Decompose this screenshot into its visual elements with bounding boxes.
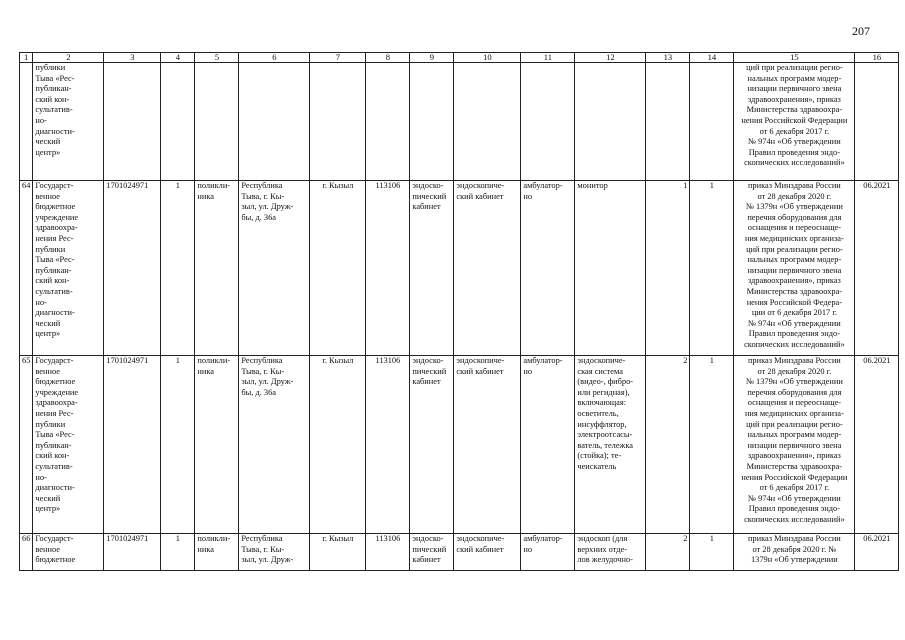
cell-col4: 1 (161, 181, 195, 356)
page-number: 207 (852, 24, 870, 38)
col-header: 8 (366, 53, 410, 63)
cell-care-form: амбулатор- но (521, 356, 575, 534)
cell-unit-type: поликли- ника (195, 181, 239, 356)
col-header: 1 (20, 53, 33, 63)
col-header: 16 (855, 53, 899, 63)
col-header: 9 (410, 53, 454, 63)
cell-care-form: амбулатор- но (521, 181, 575, 356)
table-row (20, 181, 899, 356)
cell-city: г. Кызыл (310, 534, 366, 571)
cell-col13: 1 (646, 181, 690, 356)
col-header: 12 (575, 53, 646, 63)
cell-inn: 1701024971 (104, 181, 161, 356)
cell-col4 (161, 63, 195, 181)
col-header: 11 (521, 53, 575, 63)
cell-equipment: эндоскопиче- ская система (видео-, фибро- или регидная), включающая: осветитель, инсуффлятор, электроотсасы- ватель, тележка (стойка); те- чеискатель (575, 356, 646, 534)
cell-equipment (575, 63, 646, 181)
cell-address: Республика Тыва, г. Кы- зыл, ул. Друж- бы, д. 36а (239, 181, 310, 356)
cell-care-form: амбулатор- но (521, 534, 575, 571)
cell-institution: Государст- венное бюджетное учреждение здравоохра- нения Рес- публики Тыва «Рес- публикан- ский кон- сультатив- но- диагности- ческий центр» (33, 181, 104, 356)
cell-institution: Государст- венное бюджетное учреждение здравоохра- нения Рес- публики Тыва «Рес- публикан- ский кон- сультатив- но- диагности- ческий центр» (33, 356, 104, 534)
cell-department: эндоско- пический кабинет (410, 356, 454, 534)
cell-row-number: 65 (20, 356, 33, 534)
cell-date: 06.2021 (855, 356, 899, 534)
col-header: 10 (454, 53, 521, 63)
cell-col13 (646, 63, 690, 181)
cell-col13: 2 (646, 356, 690, 534)
col-header: 15 (734, 53, 855, 63)
equipment-table (19, 52, 899, 571)
cell-unit-type (195, 63, 239, 181)
cell-unit-type: поликли- ника (195, 534, 239, 571)
cell-care-form (521, 63, 575, 181)
cell-department: эндоско- пический кабинет (410, 534, 454, 571)
cell-col14: 1 (690, 534, 734, 571)
cell-legal-basis: приказ Минздрава России от 28 декабря 2020 г. № 1379н «Об утверждении (734, 534, 855, 571)
cell-code: 113106 (366, 534, 410, 571)
cell-date: 06.2021 (855, 534, 899, 571)
col-header: 6 (239, 53, 310, 63)
cell-legal-basis: приказ Минздрава России от 28 декабря 2020 г. № 1379н «Об утверждении перечня оборудования для оснащения и переоснаще- ния медицинских организа- ций при реализации регио- нальных программ модер- низации первичного звена здравоохранения», приказ Министерства здравоохра- нения Российской Федерации от 6 декабря 2017 г. № 974н «Об утверждении Правил проведения эндо- скопических исследований» (734, 356, 855, 534)
cell-col13: 2 (646, 534, 690, 571)
col-header: 7 (310, 53, 366, 63)
cell-unit-type: поликли- ника (195, 356, 239, 534)
cell-code: 113106 (366, 181, 410, 356)
cell-inn: 1701024971 (104, 534, 161, 571)
cell-department: эндоско- пический кабинет (410, 181, 454, 356)
cell-code (366, 63, 410, 181)
cell-legal-basis: приказ Минздрава России от 28 декабря 2020 г. № 1379н «Об утверждении перечня оборудования для оснащения и переоснаще- ния медицинских организа- ций при реализации регио- нальных программ модер- низации первичного звена здравоохранения», приказ Министерства здравоохра- нения Российской Федера- ции от 6 декабря 2017 г. № 974н «Об утверждении Правил проведения эндо- скопических исследований» (734, 181, 855, 356)
cell-city (310, 63, 366, 181)
cell-room (454, 63, 521, 181)
cell-legal-basis: ций при реализации регио- нальных программ модер- низации первичного звена здравоохранения», приказ Министерства здравоохра- нения Российской Федерации от 6 декабря 2017 г. № 974н «Об утверждении Правил проведения эндо- скопических исследований» (734, 63, 855, 181)
cell-city: г. Кызыл (310, 181, 366, 356)
cell-row-number: 66 (20, 534, 33, 571)
cell-institution: публики Тыва «Рес- публикан- ский кон- сультатив- но- диагности- ческий центр» (33, 63, 104, 181)
table-row (20, 534, 899, 571)
cell-row-number (20, 63, 33, 181)
cell-address (239, 63, 310, 181)
cell-row-number: 64 (20, 181, 33, 356)
col-header: 4 (161, 53, 195, 63)
cell-date (855, 63, 899, 181)
cell-institution: Государст- венное бюджетное (33, 534, 104, 571)
cell-col14: 1 (690, 356, 734, 534)
cell-inn: 1701024971 (104, 356, 161, 534)
cell-room: эндоскопиче- ский кабинет (454, 534, 521, 571)
cell-code: 113106 (366, 356, 410, 534)
cell-col4: 1 (161, 356, 195, 534)
table-row (20, 356, 899, 534)
col-header: 5 (195, 53, 239, 63)
cell-room: эндоскопиче- ский кабинет (454, 356, 521, 534)
cell-address: Республика Тыва, г. Кы- зыл, ул. Друж- (239, 534, 310, 571)
col-header: 14 (690, 53, 734, 63)
table-row-continued (20, 63, 899, 181)
cell-equipment: эндоскоп (для верхних отде- лов желудочно- (575, 534, 646, 571)
col-header: 13 (646, 53, 690, 63)
cell-city: г. Кызыл (310, 356, 366, 534)
cell-col14 (690, 63, 734, 181)
cell-col4: 1 (161, 534, 195, 571)
cell-equipment: монитор (575, 181, 646, 356)
col-header: 3 (104, 53, 161, 63)
cell-address: Республика Тыва, г. Кы- зыл, ул. Друж- бы, д. 36а (239, 356, 310, 534)
cell-col14: 1 (690, 181, 734, 356)
cell-date: 06.2021 (855, 181, 899, 356)
cell-room: эндоскопиче- ский кабинет (454, 181, 521, 356)
cell-inn (104, 63, 161, 181)
column-number-row (20, 53, 899, 63)
cell-department (410, 63, 454, 181)
col-header: 2 (33, 53, 104, 63)
